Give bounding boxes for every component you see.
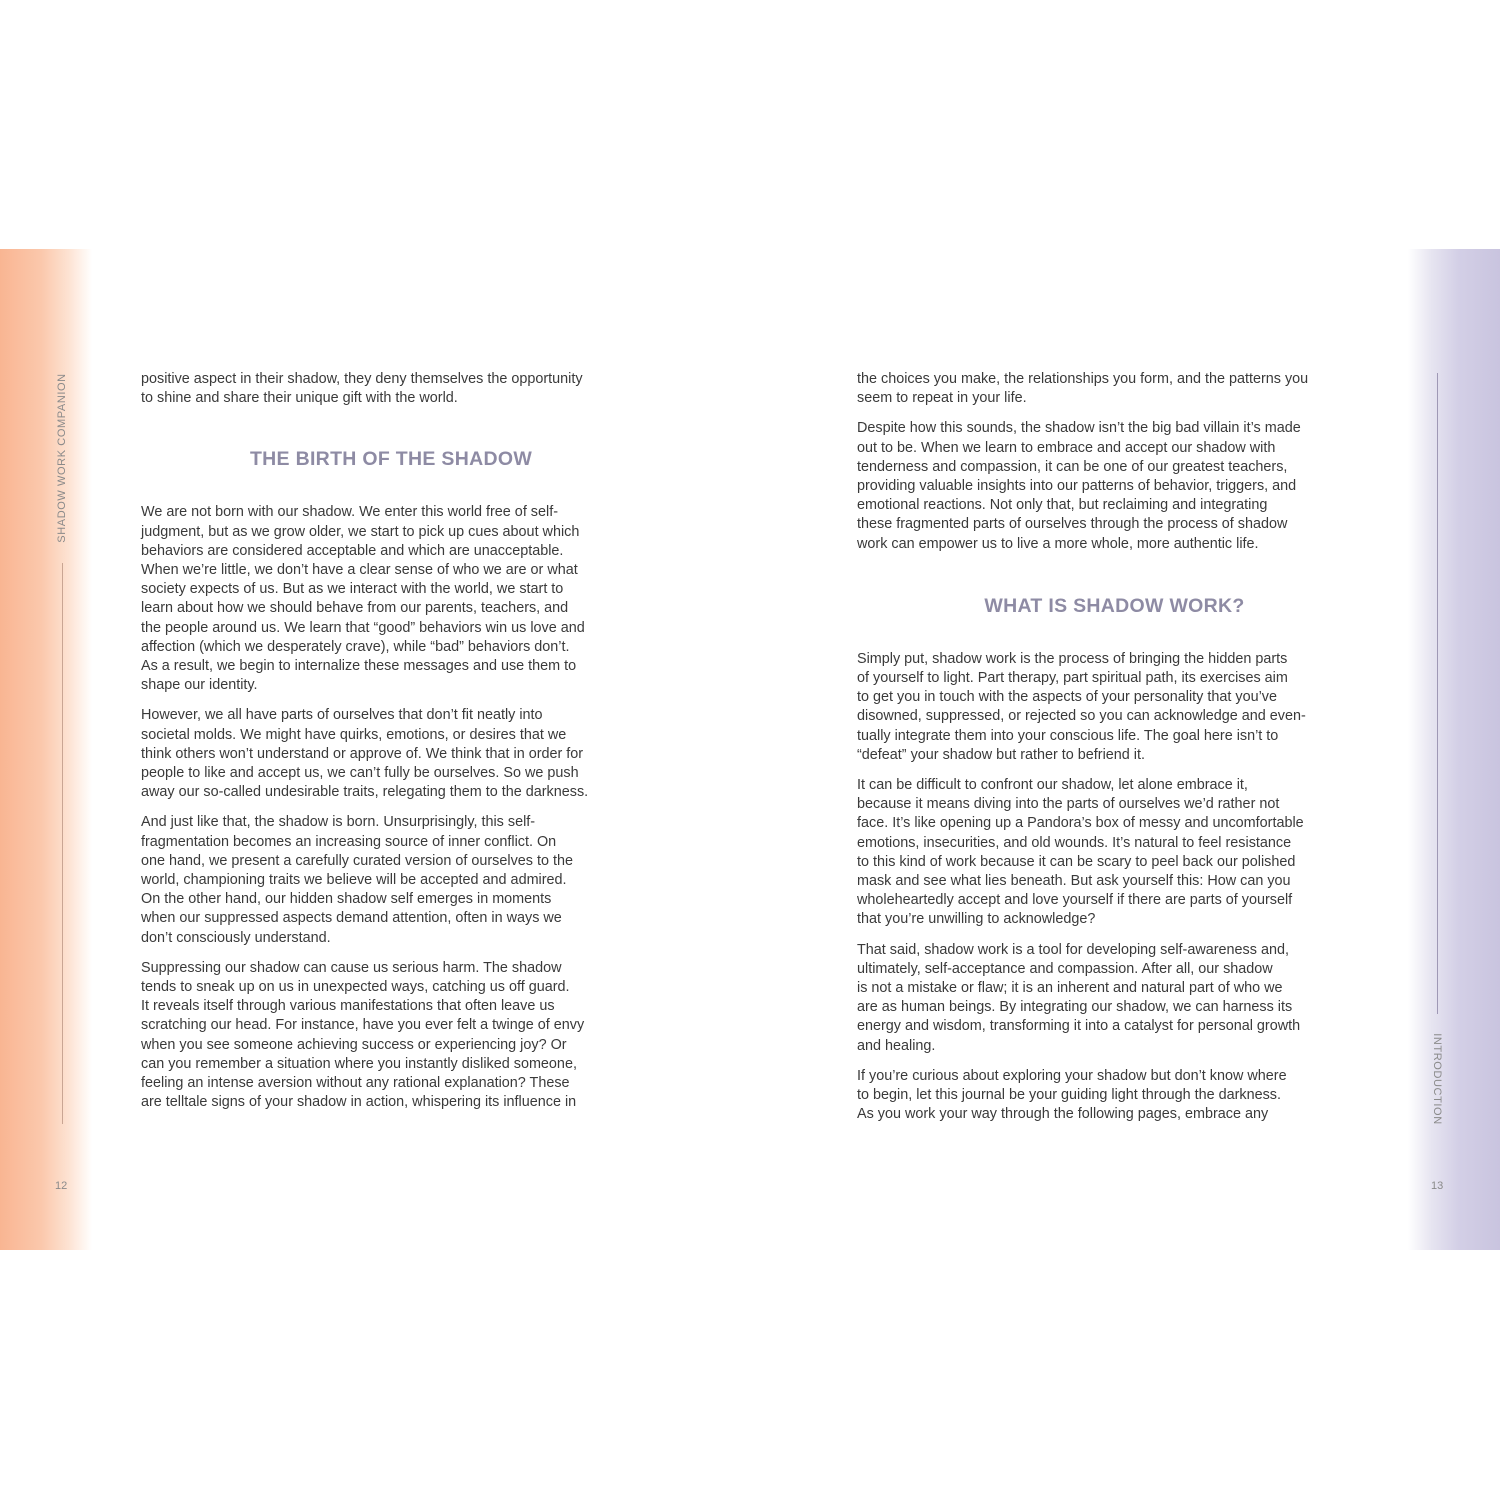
text-line: the people around us. We learn that “good” behaviors win us love and — [141, 619, 585, 636]
text-line: tually integrate them into your conscious life. The goal here isn’t to — [857, 727, 1279, 744]
text-line: people to like and accept us, we can’t fully be ourselves. So we push — [141, 765, 579, 782]
text-line: “defeat” your shadow but rather to befriend it. — [857, 746, 1145, 763]
page-number-right: 13 — [1431, 1180, 1444, 1192]
body-paragraph — [141, 959, 651, 1113]
text-line: to shine and share their unique gift with the world. — [141, 390, 458, 407]
body-paragraph — [857, 776, 1372, 930]
running-head-right: INTRODUCTION — [1431, 1033, 1443, 1125]
section-heading-birth-of-shadow: THE BIRTH OF THE SHADOW — [249, 448, 533, 471]
text-line: We are not born with our shadow. We enter this world free of self- — [141, 504, 558, 521]
text-line: face. It’s like opening up a Pandora’s box of messy and uncomfortable — [857, 815, 1304, 832]
text-line: can you remember a situation where you instantly disliked someone, — [141, 1055, 577, 1072]
right-gradient-band — [1408, 249, 1500, 1250]
text-line: to begin, let this journal be your guiding light through the darkness. — [857, 1087, 1281, 1104]
text-line: are as human beings. By integrating our shadow, we can harness its — [857, 999, 1293, 1016]
text-line: are telltale signs of your shadow in action, whispering its influence in — [141, 1094, 577, 1111]
page-number-left: 12 — [55, 1180, 68, 1192]
right-rule — [1437, 373, 1438, 1014]
body-paragraph — [141, 706, 651, 802]
text-line: shape our identity. — [141, 677, 258, 694]
text-line: tenderness and compassion, it can be one of our greatest teachers, — [857, 458, 1288, 475]
text-line: ultimately, self-acceptance and compassion. After all, our shadow — [857, 960, 1273, 977]
left-rule — [62, 563, 63, 1124]
text-line: when you see someone achieving success or experiencing joy? Or — [141, 1036, 567, 1053]
book-spread — [0, 249, 1500, 1250]
text-line: to this kind of work because it can be scary to peel back our polished — [857, 853, 1296, 870]
text-line: emotions, insecurities, and old wounds. It’s natural to feel resistance — [857, 834, 1292, 851]
text-line: As you work your way through the following pages, embrace any — [857, 1106, 1269, 1123]
body-paragraph — [857, 1067, 1372, 1125]
text-line: emotional reactions. Not only that, but reclaiming and integrating — [857, 497, 1268, 514]
text-line: is not a mistake or flaw; it is an inherent and natural part of who we — [857, 980, 1283, 997]
intro-paragraph — [857, 370, 1372, 408]
text-line: providing valuable insights into our patterns of behavior, triggers, and — [857, 478, 1297, 495]
body-paragraph — [141, 503, 651, 695]
text-line: On the other hand, our hidden shadow self emerges in moments — [141, 891, 552, 908]
text-line: behaviors are considered acceptable and which are unacceptable. — [141, 542, 564, 559]
left-gradient-band — [0, 249, 92, 1250]
text-line: Simply put, shadow work is the process of bringing the hidden parts — [857, 650, 1288, 667]
body-paragraph — [857, 650, 1372, 765]
text-line: world, championing traits we believe will be accepted and admired. — [141, 872, 567, 889]
text-line: tends to sneak up on us in unexpected ways, catching us off guard. — [141, 979, 570, 996]
right-page-body — [857, 370, 1372, 1136]
text-line: However, we all have parts of ourselves that don’t fit neatly into — [141, 707, 543, 724]
section-heading-what-is-shadow-work: WHAT IS SHADOW WORK? — [984, 594, 1245, 617]
text-line: away our so-called undesirable traits, relegating them to the darkness. — [141, 784, 589, 801]
text-line: the choices you make, the relationships you form, and the patterns you — [857, 371, 1309, 387]
intro-paragraph — [141, 370, 651, 408]
text-line: think others won’t understand or approve of. We think that in order for — [141, 745, 584, 762]
text-line: scratching our head. For instance, have you ever felt a twinge of envy — [141, 1017, 585, 1034]
text-line: society expects of us. But as we interact with the world, we start to — [141, 581, 564, 598]
text-line: to get you in touch with the aspects of your personality that you’ve — [857, 689, 1277, 706]
text-line: work can empower us to live a more whole, more authentic life. — [857, 535, 1259, 552]
text-line: one hand, we present a carefully curated version of ourselves to the — [141, 852, 573, 869]
text-line: When we’re little, we don’t have a clear sense of who we are or what — [141, 562, 578, 579]
text-line: That said, shadow work is a tool for developing self-awareness and, — [857, 941, 1289, 958]
text-line: that you’re unwilling to acknowledge? — [857, 911, 1096, 928]
text-line: It reveals itself through various manifestations that often leave us — [141, 998, 555, 1015]
text-line: societal molds. We might have quirks, emotions, or desires that we — [141, 726, 567, 743]
text-line: affection (which we desperately crave), while “bad” behaviors don’t. — [141, 638, 570, 655]
intro-paragraph — [857, 419, 1372, 553]
text-line: Suppressing our shadow can cause us serious harm. The shadow — [141, 959, 562, 976]
text-line: And just like that, the shadow is born. Unsurprisingly, this self- — [141, 814, 536, 831]
text-line: As a result, we begin to internalize these messages and use them to — [141, 658, 577, 675]
text-line: positive aspect in their shadow, they deny themselves the opportunity — [141, 371, 583, 387]
text-line: mask and see what lies beneath. But ask yourself this: How can you — [857, 873, 1291, 890]
body-paragraph — [141, 813, 651, 947]
text-line: fragmentation becomes an increasing source of inner conflict. On — [141, 833, 557, 850]
text-line: energy and wisdom, transforming it into a catalyst for personal growth — [857, 1018, 1301, 1035]
text-line: wholeheartedly accept and love yourself if there are parts of yourself — [857, 892, 1293, 909]
text-line: when our suppressed aspects demand attention, often in ways we — [141, 910, 562, 927]
text-line: If you’re curious about exploring your shadow but don’t know where — [857, 1067, 1287, 1084]
left-page-body — [141, 370, 651, 1124]
text-line: feeling an intense aversion without any rational explanation? These — [141, 1075, 570, 1092]
text-line: judgment, but as we grow older, we start to pick up cues about which — [141, 523, 580, 540]
text-line: seem to repeat in your life. — [857, 390, 1027, 407]
text-line: It can be difficult to confront our shadow, let alone embrace it, — [857, 777, 1248, 794]
text-line: learn about how we should behave from our parents, teachers, and — [141, 600, 569, 617]
text-line: don’t consciously understand. — [141, 929, 331, 946]
text-line: of yourself to light. Part therapy, part spiritual path, its exercises aim — [857, 670, 1288, 687]
text-line: disowned, suppressed, or rejected so you can acknowledge and even- — [857, 708, 1306, 725]
text-line: these fragmented parts of ourselves through the process of shadow — [857, 516, 1288, 533]
text-line: Despite how this sounds, the shadow isn’t the big bad villain it’s made — [857, 420, 1301, 437]
text-line: because it means diving into the parts of ourselves we’d rather not — [857, 796, 1280, 813]
text-line: out to be. When we learn to embrace and accept our shadow with — [857, 439, 1276, 456]
body-paragraph — [857, 941, 1372, 1056]
text-line: and healing. — [857, 1037, 936, 1054]
running-head-left: SHADOW WORK COMPANION — [56, 373, 68, 543]
